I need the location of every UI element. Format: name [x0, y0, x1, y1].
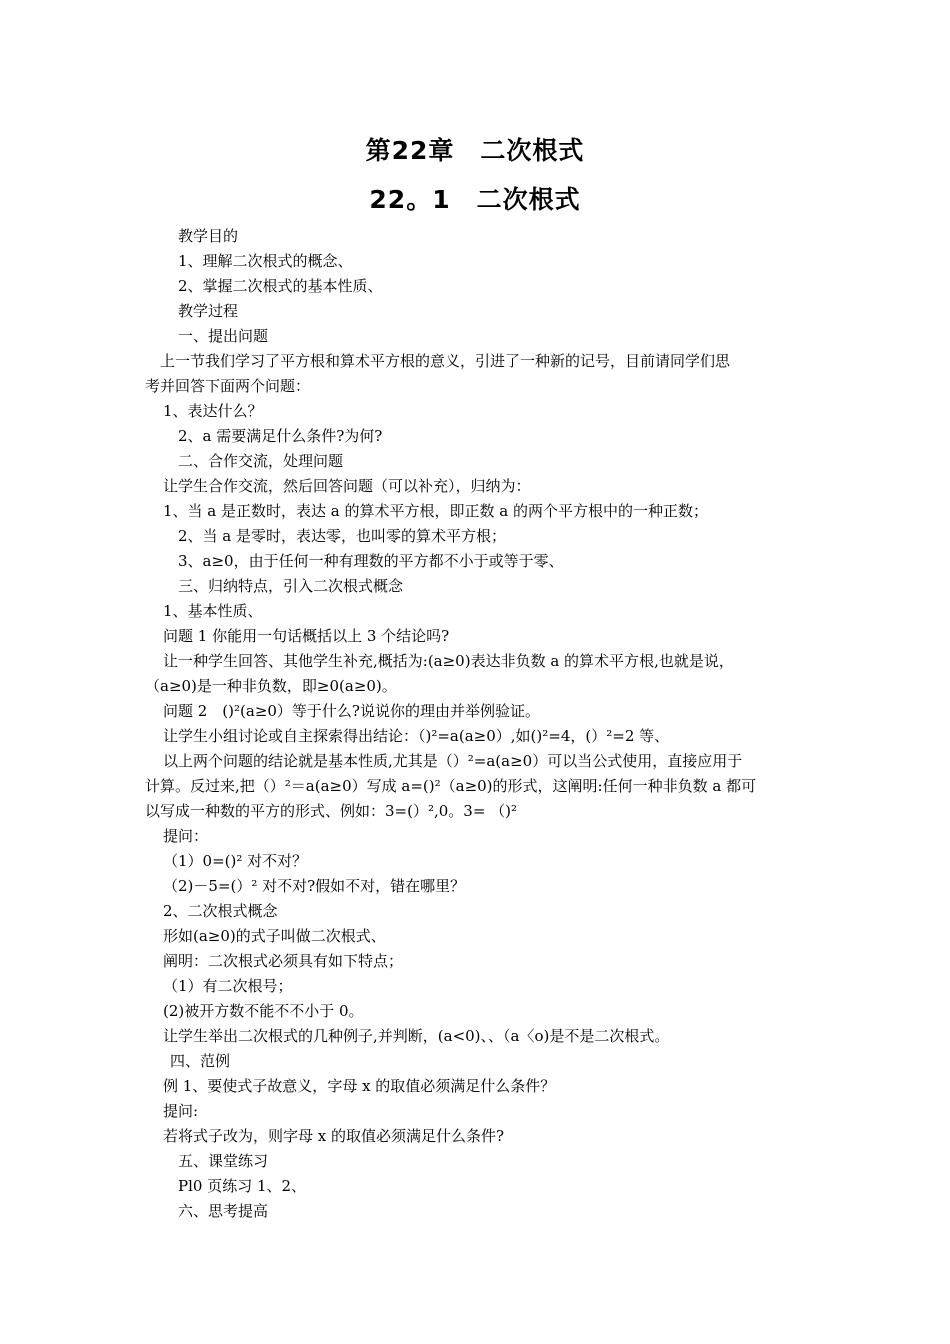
text-line: 一、提出问题 [178, 327, 269, 345]
text-line: 1、当 a 是正数时，表达 a 的算术平方根，即正数 a 的两个平方根中的一种正数； [163, 502, 708, 520]
text-line: Pl0 页练习 1、2、 [178, 1177, 307, 1195]
text-line: 阐明：二次根式必须具有如下特点； [163, 952, 404, 970]
text-line: 提问: [163, 1102, 199, 1120]
text-line: 六、思考提高 [178, 1202, 269, 1220]
text-line: 上一节我们学习了平方根和算术平方根的意义，引进了一种新的记号，目前请同学们思 [160, 352, 731, 370]
text-line: 例 1、要使式子故意义，字母 x 的取值必须满足什么条件？ [163, 1077, 556, 1095]
text-line: 问题 2 ()²(a≥0）等于什么?说说你的理由并举例验证。 [163, 702, 540, 720]
text-line: (2)被开方数不能不不小于 0。 [163, 1002, 364, 1020]
text-line: 2、a 需要满足什么条件?为何? [178, 427, 383, 445]
text-line: 让学生举出二次根式的几种例子,并判断，(a<0)、、（a〈o)是不是二次根式。 [163, 1027, 670, 1045]
text-line: 2、掌握二次根式的基本性质、 [178, 277, 383, 295]
text-line: 若将式子改为，则字母 x 的取值必须满足什么条件? [163, 1127, 505, 1145]
text-line: 1、理解二次根式的概念、 [178, 252, 353, 270]
text-line: 考并回答下面两个问题： [145, 377, 311, 395]
text-line: 让学生合作交流，然后回答问题（可以补充），归纳为： [163, 477, 531, 495]
text-line: （2)－5=(）² 对不对?假如不对，错在哪里？ [163, 877, 466, 895]
text-line: 四、范例 [170, 1052, 231, 1070]
text-line: 让一种学生回答、其他学生补充,概括为:(a≥0)表达非负数 a 的算术平方根,也就是说， [163, 652, 734, 670]
text-line: （1）有二次根号； [163, 977, 293, 995]
text-line: 以写成一种数的平方的形式、例如：3=(）²,0。3= （)² [145, 802, 518, 820]
text-line: 计算。反过来,把（）²＝a(a≥0）写成 a=()²（a≥0)的形式，这阐明:任何一种非负数 a 都可 [145, 777, 757, 795]
text-line: 教学目的 [178, 227, 239, 245]
text-line: 以上两个问题的结论就是基本性质,尤其是（）²=a(a≥0）可以当公式使用，直接应用于 [163, 752, 743, 770]
chapter-title: 第22章 二次根式 [365, 136, 585, 165]
text-line: 1、表达什么？ [163, 402, 263, 420]
text-line: 教学过程 [178, 302, 239, 320]
text-line: 三、归纳特点，引入二次根式概念 [178, 577, 404, 595]
text-line: 提问： [163, 827, 209, 845]
text-line: 问题 1 你能用一句话概括以上 3 个结论吗? [163, 627, 450, 645]
text-line: 二、合作交流，处理问题 [178, 452, 344, 470]
text-line: 1、基本性质、 [163, 602, 263, 620]
text-line: （a≥0)是一种非负数，即≥0(a≥0)。 [145, 677, 397, 695]
text-line: 2、当 a 是零时，表达零，也叫零的算术平方根； [178, 527, 507, 545]
text-line: 形如(a≥0)的式子叫做二次根式、 [163, 927, 386, 945]
text-line: （1）0=()² 对不对？ [163, 852, 308, 870]
text-line: 让学生小组讨论或自主探索得出结论：（)²=a(a≥0）,如()²=4，(）²=2 等、 [163, 727, 670, 745]
text-line: 2、二次根式概念 [163, 902, 278, 920]
section-title: 22。1 二次根式 [369, 185, 581, 214]
text-line: 3、a≥0，由于任何一种有理数的平方都不小于或等于零、 [178, 552, 564, 570]
text-line: 五、课堂练习 [178, 1152, 269, 1170]
